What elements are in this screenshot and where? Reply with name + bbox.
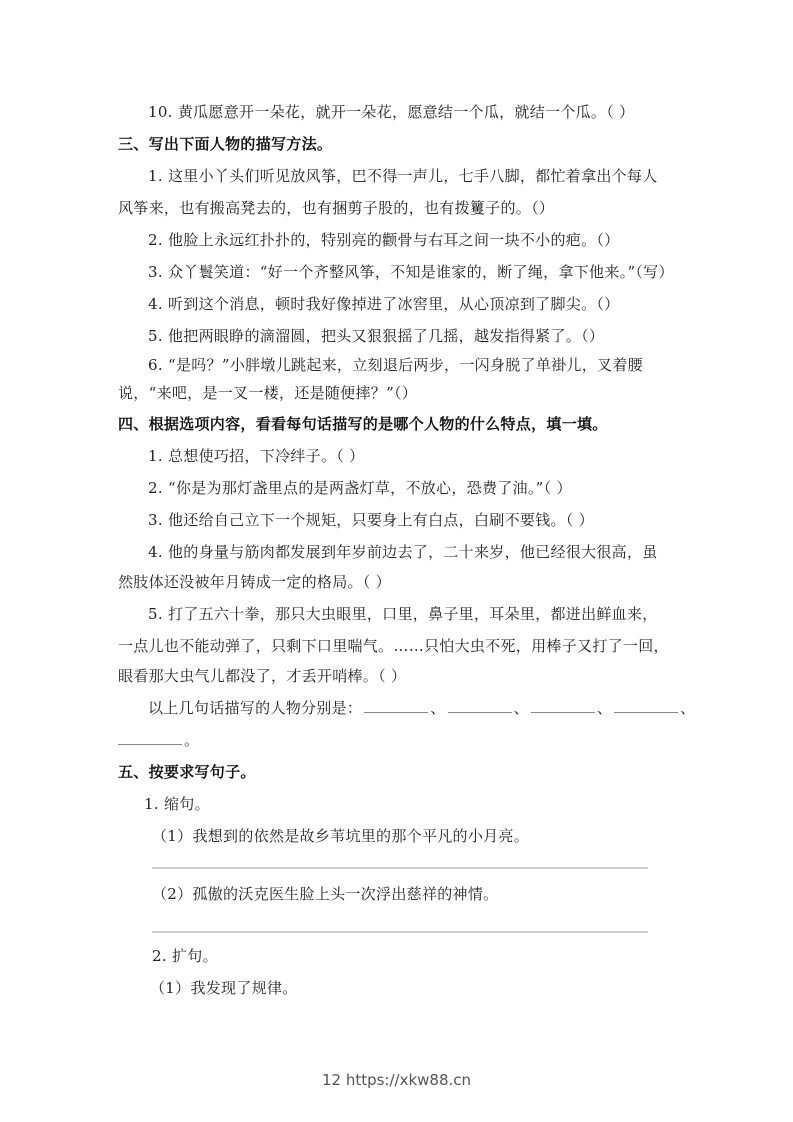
section-5-heading: 五、按要求写句子。 [118,763,256,781]
section-5-sub-1-q1: （1）我想到的依然是故乡苇坑里的那个平凡的小月亮。 [152,827,530,845]
answer-blank-3[interactable] [531,698,595,713]
section-4-item-5-line-1: 5. 打了五六十拳，那只大虫眼里，口里，鼻子里，耳朵里，都迸出鲜血来， [148,605,658,623]
summary-prefix: 以上几句话描写的人物分别是： [148,699,363,717]
section-3-item-1-line-1: 1. 这里小丫头们听见放风筝，巴不得一声儿，七手八脚，都忙着拿出个每人 [148,167,658,185]
separator: 、 [430,699,446,717]
section-4-item-5-line-3: 眼看那大虫气儿都没了，才丢开哨棒。（ ） [118,667,407,685]
section-5-sub-1-q2: （2）孤傲的沃克医生脸上头一次浮出慈祥的神情。 [152,885,499,903]
section-4-heading: 四、根据选项内容，看看每句话描写的是哪个人物的什么特点，填一填。 [118,415,608,433]
section-4-summary-line-1 [118,698,706,718]
section-3-item-4: 4. 听到这个消息，顿时我好像掉进了冰窖里，从心顶凉到了脚尖。（） [148,295,620,313]
summary-end: 。 [184,731,200,749]
answer-blank-5[interactable] [118,730,182,745]
page-footer [0,1071,793,1089]
answer-blank-2[interactable] [448,698,512,713]
section-4-item-4-line-1: 4. 他的身量与筋肉都发展到年岁前边去了，二十来岁，他已经很大很高，虽 [148,543,658,561]
section-5-sub-2-q1: （1）我发现了规律。 [150,979,298,997]
section-3-item-1-line-2: 风筝来，也有搬高凳去的，也有捆剪子股的，也有拨籰子的。（） [118,199,555,217]
separator: 、 [513,699,529,717]
section-5-sub-1-label: 1. 缩句。 [144,795,210,813]
section-4-item-1: 1. 总想使巧招，下冷绊子。（ ） [148,447,365,465]
section-4-item-2: 2. “你是为那灯盏里点的是两盏灯草，不放心，恐费了油。”（ ） [148,479,572,497]
section-4-item-4-line-2: 然肢体还没被年月铸成一定的格局。（ ） [118,573,391,591]
section-3-item-5: 5. 他把两眼睁的滴溜圆，把头又狠狠摇了几摇，越发指得紧了。（） [148,327,605,345]
section-3-item-6-line-2: 说，“来吧，是一叉一楼，还是随便摔？”（） [118,384,418,402]
section-4-item-5-line-2: 一点儿也不能动弹了，只剩下口里喘气。……只怕大虫不死，用棒子又打了一回， [118,637,669,655]
separator: 、 [680,699,696,717]
answer-line-2[interactable] [152,931,648,933]
question-item-10: 10. 黄瓜愿意开一朵花，就开一朵花，愿意结一个瓜，就结一个瓜。（ ） [148,103,635,121]
section-4-item-3: 3. 他还给自己立下一个规矩，只要身上有白点，白刷不要钱。（ ） [148,511,594,529]
section-4-summary-line-2 [118,730,676,750]
page-number: 12 [321,1071,342,1089]
footer-url: https://xkw88.cn [345,1071,472,1089]
answer-blank-1[interactable] [364,698,428,713]
separator: 、 [596,699,613,717]
section-3-heading: 三、写出下面人物的描写方法。 [118,135,333,153]
answer-line-1[interactable] [152,867,648,869]
section-3-item-3: 3. 众丫鬟笑道：“好一个齐整风筝，不知是谁家的，断了绳，拿下他来。”（写） [148,263,674,281]
answer-blank-4[interactable] [614,698,678,713]
section-3-item-2: 2. 他脸上永远红扑扑的，特别亮的颧骨与右耳之间一块不小的疤。（） [148,231,620,249]
section-3-item-6-line-1: 6. “是吗？”小胖墩儿跳起来，立刻退后两步，一闪身脱了单褂儿，叉着腰 [148,356,643,374]
section-5-sub-2-label: 2. 扩句。 [152,947,218,965]
